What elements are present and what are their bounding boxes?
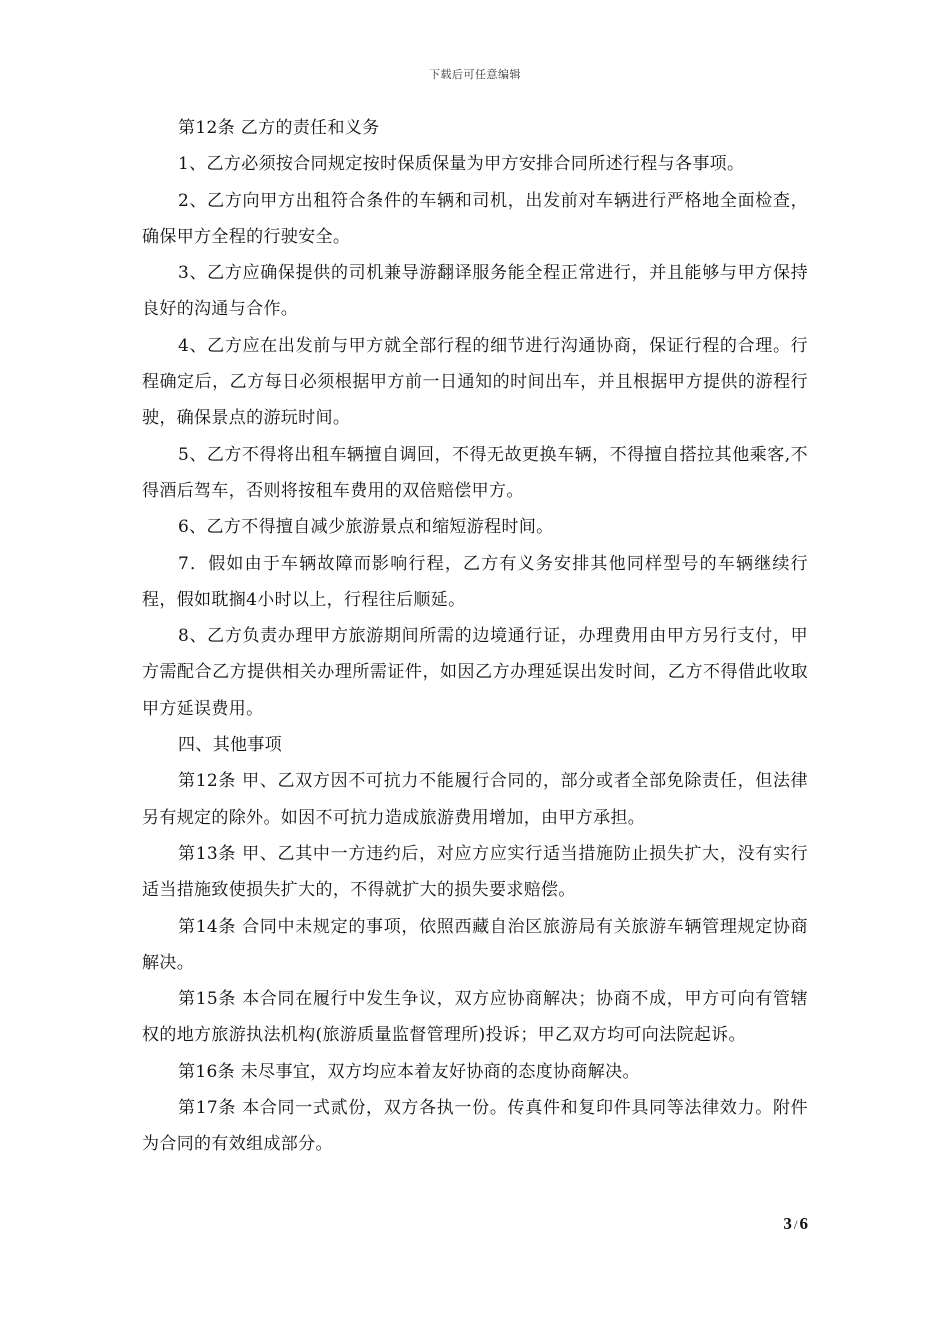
clause-item: 5、乙方不得将出租车辆擅自调回，不得无故更换车辆，不得擅自搭拉其他乘客,不得酒后驾车，否则将按租车费用的双倍赔偿甲方。 xyxy=(142,444,808,501)
current-page: 3 xyxy=(783,1214,792,1233)
clause-item: 3、乙方应确保提供的司机兼导游翻译服务能全程正常进行，并且能够与甲方保持良好的沟通与合作。 xyxy=(142,263,808,320)
section-heading: 四、其他事项 xyxy=(178,735,283,756)
clause-article: 第13条 甲、乙其中一方违约后，对应方应实行适当措施防止损失扩大，没有实行适当措施致使损失扩大的，不得就扩大的损失要求赔偿。 xyxy=(142,843,808,901)
page-separator: / xyxy=(793,1217,798,1232)
clause-item: 1、乙方必须按合同规定按时保质保量为甲方安排合同所述行程与各事项。 xyxy=(178,154,745,175)
contract-body xyxy=(142,110,808,1163)
clause-heading: 第12条 乙方的责任和义务 xyxy=(178,118,380,138)
clause-article: 第16条 未尽事宜，双方均应本着友好协商的态度协商解决。 xyxy=(178,1061,640,1082)
clause-item: 8、乙方负责办理甲方旅游期间所需的边境通行证，办理费用由甲方另行支付，甲方需配合乙方提供相关办理所需证件，如因乙方办理延误出发时间，乙方不得借此收取甲方延误费用。 xyxy=(142,626,808,719)
clause-item: 6、乙方不得擅自减少旅游景点和缩短游程时间。 xyxy=(178,517,554,538)
clause-article: 第12条 甲、乙双方因不可抗力不能履行合同的，部分或者全部免除责任，但法律另有规定的除外。如因不可抗力造成旅游费用增加，由甲方承担。 xyxy=(142,771,808,828)
clause-article: 第17条 本合同一式贰份，双方各执一份。传真件和复印件具同等法律效力。附件为合同的有效组成部分。 xyxy=(142,1098,808,1155)
page-number xyxy=(783,1214,808,1234)
clause-item: 7．假如由于车辆故障而影响行程，乙方有义务安排其他同样型号的车辆继续行程，假如耽搁4小时以上，行程往后顺延。 xyxy=(142,553,808,610)
total-pages: 6 xyxy=(799,1214,808,1233)
clause-item: 4、乙方应在出发前与甲方就全部行程的细节进行沟通协商，保证行程的合理。行程确定后，乙方每日必须根据甲方前一日通知的时间出车，并且根据甲方提供的游程行驶，确保景点的游玩时间。 xyxy=(142,335,808,429)
clause-article: 第15条 本合同在履行中发生争议，双方应协商解决；协商不成，甲方可向有管辖权的地方旅游执法机构(旅游质量监督管理所)投诉；甲乙双方均可向法院起诉。 xyxy=(142,989,808,1046)
clause-item: 2、乙方向甲方出租符合条件的车辆和司机，出发前对车辆进行严格地全面检查，确保甲方全程的行驶安全。 xyxy=(142,190,808,247)
clause-article: 第14条 合同中未规定的事项，依照西藏自治区旅游局有关旅游车辆管理规定协商解决。 xyxy=(142,916,808,973)
header-note: 下载后可任意编辑 xyxy=(429,68,521,81)
